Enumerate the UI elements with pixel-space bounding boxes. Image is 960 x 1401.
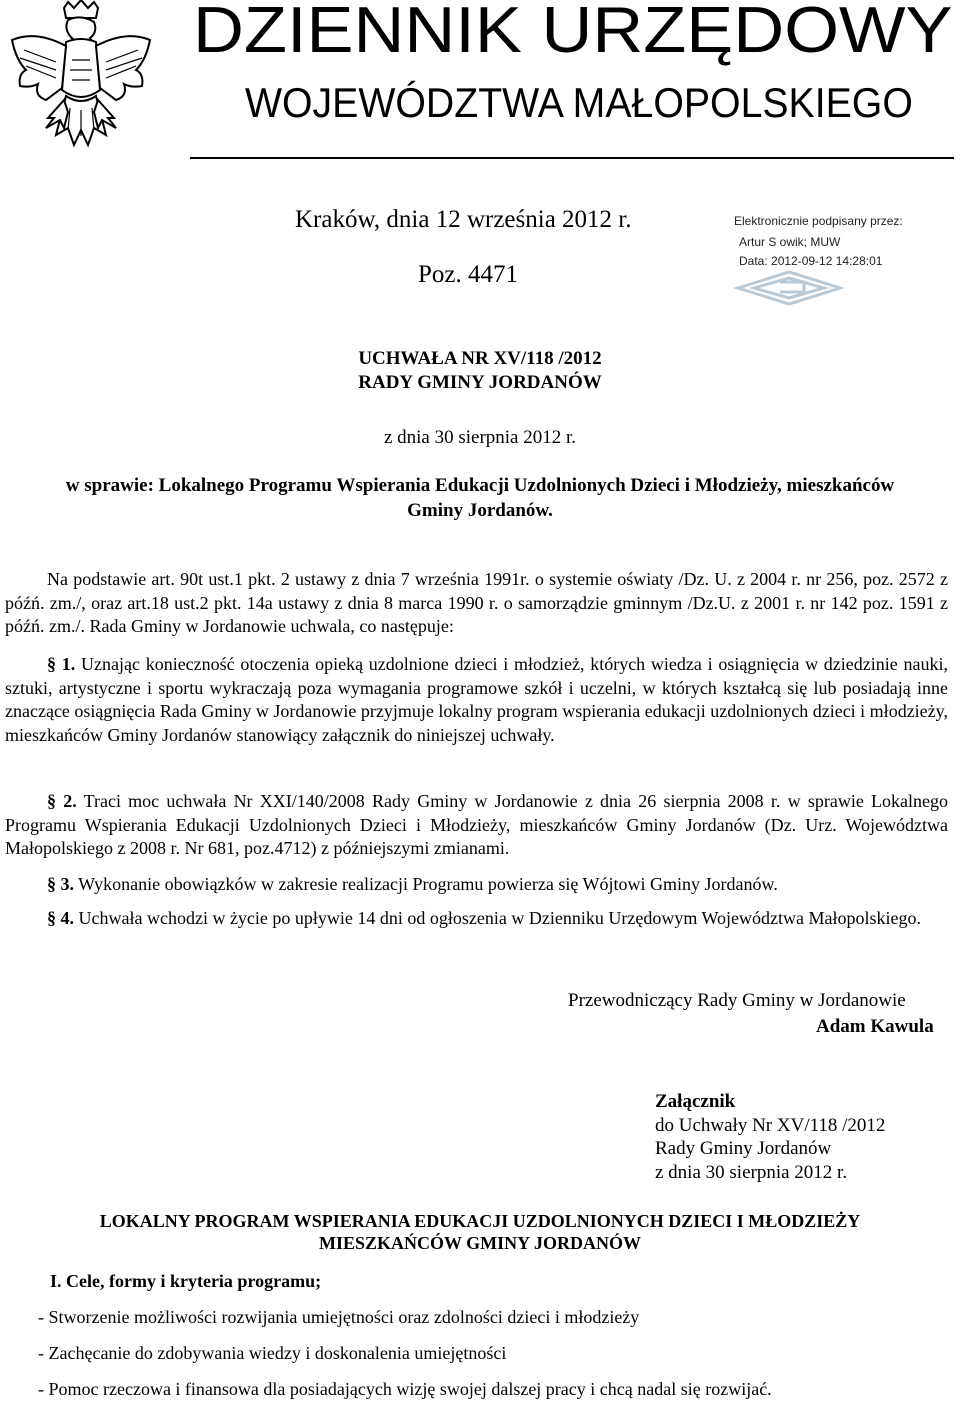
paragraph-number: § 3. xyxy=(47,874,74,894)
publication-date: Kraków, dnia 12 września 2012 r. xyxy=(295,206,632,233)
annex-header xyxy=(655,1090,885,1184)
paragraph-4 xyxy=(5,907,948,931)
header-divider xyxy=(190,157,954,159)
list-item: - Pomoc rzeczowa i finansowa dla posiadających wizję swojej dalszej pracy i chcą nadal się rozwijać. xyxy=(38,1379,772,1399)
electronic-signature xyxy=(730,210,930,310)
signature-date: Data: 2012-09-12 14:28:01 xyxy=(739,254,883,268)
chairman-title: Przewodniczący Rady Gminy w Jordanowie xyxy=(568,990,906,1011)
chairman-name: Adam Kawula xyxy=(816,1016,934,1037)
annex-heading: Załącznik xyxy=(655,1091,736,1112)
resolution-council: RADY GMINY JORDANÓW xyxy=(358,372,602,393)
paragraph-1 xyxy=(5,653,948,747)
journal-title: DZIENNIK URZĘDOWY xyxy=(193,0,953,66)
legal-basis: Na podstawie art. 90t ust.1 pkt. 2 ustawy z dnia 7 września 1991r. o systemie oświaty /Dz. U. z 2004 r. nr 256, poz. 2572 z późń. zm./, oraz art.18 ust.2 pkt. 14a ustawy z dnia 8 marca 1990 r. o samorządzie gminnym /Dz.U. z 2001 r. nr 142 poz. 1591 z późń. zm./. Rada Gminy w Jordanowie uchwala, co następuje: xyxy=(5,569,948,636)
journal-subtitle: WOJEWÓDZTWA MAŁOPOLSKIEGO xyxy=(245,79,913,126)
signature-watermark-icon xyxy=(734,268,844,308)
paragraph-text: Traci moc uchwała Nr XXI/140/2008 Rady Gminy w Jordanowie z dnia 26 sierpnia 2008 r. w sprawie Lokalnego Programu Wspierania Edukacji Uzdolnionych Dzieci i Młodzieży, mieszkańców Gminy Jordanów (Dz. Urz. Województwa Małopolskiego z 2008 r. Nr 681, poz.4712) z późniejszymi zmianami. xyxy=(5,791,948,858)
paragraph-text: Uznając konieczność otoczenia opieką uzdolnione dzieci i młodzież, których wiedza i osiągnięcia w dziedzinie nauki, sztuki, artystyczne i sportu wykraczają poza wymagania programowe szkół i uczelni, w których kształcą się lub posiadają inne znaczące osiągnięcia Rada Gminy w Jordanowie przyjmuje lokalny program wspierania edukacji uzdolnionych dzieci i młodzieży, mieszkańców Gminy Jordanów stanowiący załącznik do niniejszej uchwały. xyxy=(5,654,949,745)
resolution-subject xyxy=(0,473,960,523)
signature-label: Elektronicznie podpisany przez: xyxy=(734,214,903,228)
position-number: Poz. 4471 xyxy=(418,261,518,288)
paragraph-number: § 4. xyxy=(47,908,74,928)
polish-eagle-emblem-icon xyxy=(6,0,156,160)
resolution-title xyxy=(0,347,960,395)
section-heading: I. Cele, formy i kryteria programu; xyxy=(50,1271,322,1291)
annex-date: z dnia 30 sierpnia 2012 r. xyxy=(655,1161,848,1183)
signature-signer: Artur S owik; MUW xyxy=(739,235,841,249)
subject-line-2: Gminy Jordanów. xyxy=(407,500,553,521)
program-title-line-1: LOKALNY PROGRAM WSPIERANIA EDUKACJI UZDOLNIONYCH DZIECI I MŁODZIEŻY xyxy=(99,1211,861,1231)
paragraph-number: § 2. xyxy=(47,791,77,811)
annex-council: Rady Gminy Jordanów xyxy=(655,1138,832,1159)
annex-reference: do Uchwały Nr XV/118 /2012 xyxy=(655,1114,886,1136)
paragraph-text: Uchwała wchodzi w życie po upływie 14 dni od ogłoszenia w Dzienniku Urzędowym Województwa Małopolskiego. xyxy=(74,908,922,928)
program-title xyxy=(0,1210,960,1254)
list-item: - Zachęcanie do zdobywania wiedzy i doskonalenia umiejętności xyxy=(38,1343,507,1363)
program-title-line-2: MIESZKAŃCÓW GMINY JORDANÓW xyxy=(318,1233,641,1253)
paragraph-number: § 1. xyxy=(47,654,76,674)
paragraph-2 xyxy=(5,790,948,861)
paragraph-3 xyxy=(5,873,948,897)
list-item: - Stworzenie możliwości rozwijania umiejętności oraz zdolności dzieci i młodzieży xyxy=(38,1307,640,1327)
subject-line-1: w sprawie: Lokalnego Programu Wspierania Edukacji Uzdolnionych Dzieci i Młodzieży, mieszkańców xyxy=(65,475,895,496)
resolution-date: z dnia 30 sierpnia 2012 r. xyxy=(383,427,577,448)
resolution-number: UCHWAŁA NR XV/118 /2012 xyxy=(358,348,602,369)
paragraph-text: Wykonanie obowiązków w zakresie realizacji Programu powierza się Wójtowi Gminy Jordanów. xyxy=(74,874,778,894)
